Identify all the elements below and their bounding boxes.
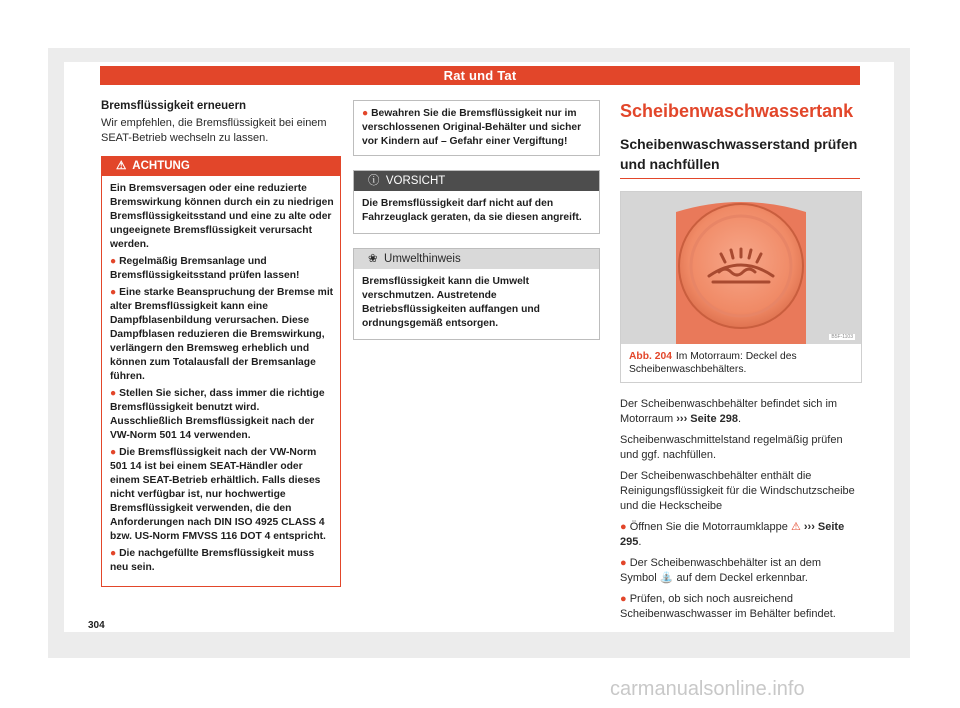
- environment-leaf-icon: ❀: [368, 253, 378, 265]
- storage-bullet: Bewahren Sie die Bremsflüssigkeit nur im verschlossenen Original-Behälter und sicher vor Kindern auf – Gefahr einer Vergiftung!: [362, 108, 582, 147]
- warning-title: ACHTUNG: [132, 160, 190, 172]
- warning-triangle-icon: ⚠: [790, 521, 801, 533]
- caution-text: Die Bremsflüssigkeit darf nicht auf den Fahrzeuglack geraten, da sie diesen angreift.: [362, 198, 582, 223]
- instruction-bullet: ● Prüfen, ob sich noch ausreichend Scheibenwaschwasser im Behälter befindet.: [620, 593, 836, 620]
- info-circle-icon: ⓘ: [368, 175, 380, 187]
- section-title: Scheibenwaschwassertank: [620, 101, 854, 121]
- content-text: Der Scheibenwaschbehälter enthält die Reinigungsflüssigkeit für die Windschutzscheibe und die Heckscheibe: [620, 470, 855, 512]
- column-washer-tank: [620, 100, 860, 628]
- bullet-dot-icon: ●: [620, 593, 630, 605]
- warning-body: [102, 176, 340, 586]
- page-link[interactable]: ››› Seite 298: [676, 413, 738, 425]
- warning-box: [101, 156, 341, 587]
- page-number: 304: [88, 620, 105, 631]
- bullet-dot-icon: ●: [110, 287, 120, 298]
- figure-code: B5F-1103: [831, 334, 853, 340]
- heading-brake-fluid: Bremsflüssigkeit erneuern: [101, 100, 247, 112]
- warning-bullet: ● Eine starke Beanspruchung der Bremse mit alter Bremsflüssigkeit kann eine Dampfblasenbildung verursachen. Diese Dampfblasen reduzieren die Bremswirkung, verlängern den Bremsweg erheblich und können zum Totalausfall der Bremsanlage führen.: [110, 287, 334, 382]
- warning-intro: Ein Bremsversagen oder eine reduzierte Bremswirkung können durch ein zu niedrigen Bremsflüssigkeitsstand und eine zu alte oder ungeeignete Bremsflüssigkeit verursacht werden.: [110, 183, 334, 250]
- warning-bullet: ● Stellen Sie sicher, dass immer die richtige Bremsflüssigkeit benutzt wird. Ausschließlich Bremsflüssigkeit nach der VW-Norm 501 14 verwenden.: [110, 388, 325, 441]
- column-brake-fluid: [101, 100, 341, 587]
- washer-cap-illustration: [621, 192, 861, 344]
- section-header: Rat und Tat: [100, 66, 860, 85]
- watermark: carmanualsonline.info: [610, 678, 805, 700]
- bullet-dot-icon: ●: [362, 108, 372, 119]
- warning-bullet: ● Regelmäßig Bremsanlage und Bremsflüssigkeitsstand prüfen lassen!: [110, 256, 300, 281]
- bullet-dot-icon: ●: [110, 388, 120, 399]
- figure-caption-text: Im Motorraum: Deckel des Scheibenwaschbehälters.: [629, 351, 797, 375]
- bullet-dot-icon: ●: [110, 447, 120, 458]
- bullet-dot-icon: ●: [620, 557, 630, 569]
- instruction-bullet: ● Öffnen Sie die Motorraumklappe ⚠ ››› Seite 295.: [620, 521, 845, 548]
- washer-instructions: [620, 397, 860, 622]
- figure-washer-cap: [620, 191, 862, 383]
- caution-title: VORSICHT: [385, 175, 446, 187]
- caution-header: [354, 171, 599, 191]
- warning-triangle-icon: ⚠: [116, 160, 127, 172]
- environment-box: [353, 248, 600, 340]
- location-text: Der Scheibenwaschbehälter befindet sich im Motorraum ››› Seite 298.: [620, 398, 838, 425]
- environment-header: [354, 249, 599, 269]
- bullet-dot-icon: ●: [110, 256, 120, 267]
- figure-label: Abb. 204: [629, 351, 672, 362]
- column-notes: [353, 100, 600, 340]
- warning-continuation-box: [353, 100, 600, 156]
- environment-title: Umwelthinweis: [384, 253, 461, 265]
- figure-caption: [621, 344, 861, 382]
- section-subtitle: Scheibenwaschwasserstand prüfen und nachfüllen: [620, 134, 860, 179]
- warning-header: [102, 157, 340, 176]
- check-text: Scheibenwaschmittelstand regelmäßig prüfen und ggf. nachfüllen.: [620, 434, 843, 461]
- figure-image: [621, 192, 861, 344]
- bullet-dot-icon: ●: [110, 548, 120, 559]
- washer-symbol-icon: ⛲: [659, 572, 674, 584]
- caution-box: [353, 170, 600, 234]
- intro-text: Wir empfehlen, die Bremsflüssigkeit bei einem SEAT-Betrieb wechseln zu lassen.: [101, 117, 327, 144]
- warning-bullet: ● Die Bremsflüssigkeit nach der VW-Norm 501 14 ist bei einem SEAT-Händler oder einem SEAT-Betrieb erhältlich. Falls dieses nicht verfügbar ist, nur hochwertige Bremsflüssigkeit verwenden, die den Anforderungen nach DIN ISO 4925 CLASS 4 bzw. US-Norm FMVSS 116 DOT 4 entspricht.: [110, 447, 326, 542]
- environment-text: Bremsflüssigkeit kann die Umwelt verschmutzen. Austretende Betriebsflüssigkeiten auffangen und ordnungsgemäß entsorgen.: [362, 276, 540, 329]
- instruction-bullet: ● Der Scheibenwaschbehälter ist an dem Symbol ⛲ auf dem Deckel erkennbar.: [620, 557, 822, 584]
- page-link[interactable]: ››› Seite 295: [620, 521, 845, 548]
- bullet-dot-icon: ●: [620, 521, 630, 533]
- warning-bullet: ● Die nachgefüllte Bremsflüssigkeit muss neu sein.: [110, 548, 315, 573]
